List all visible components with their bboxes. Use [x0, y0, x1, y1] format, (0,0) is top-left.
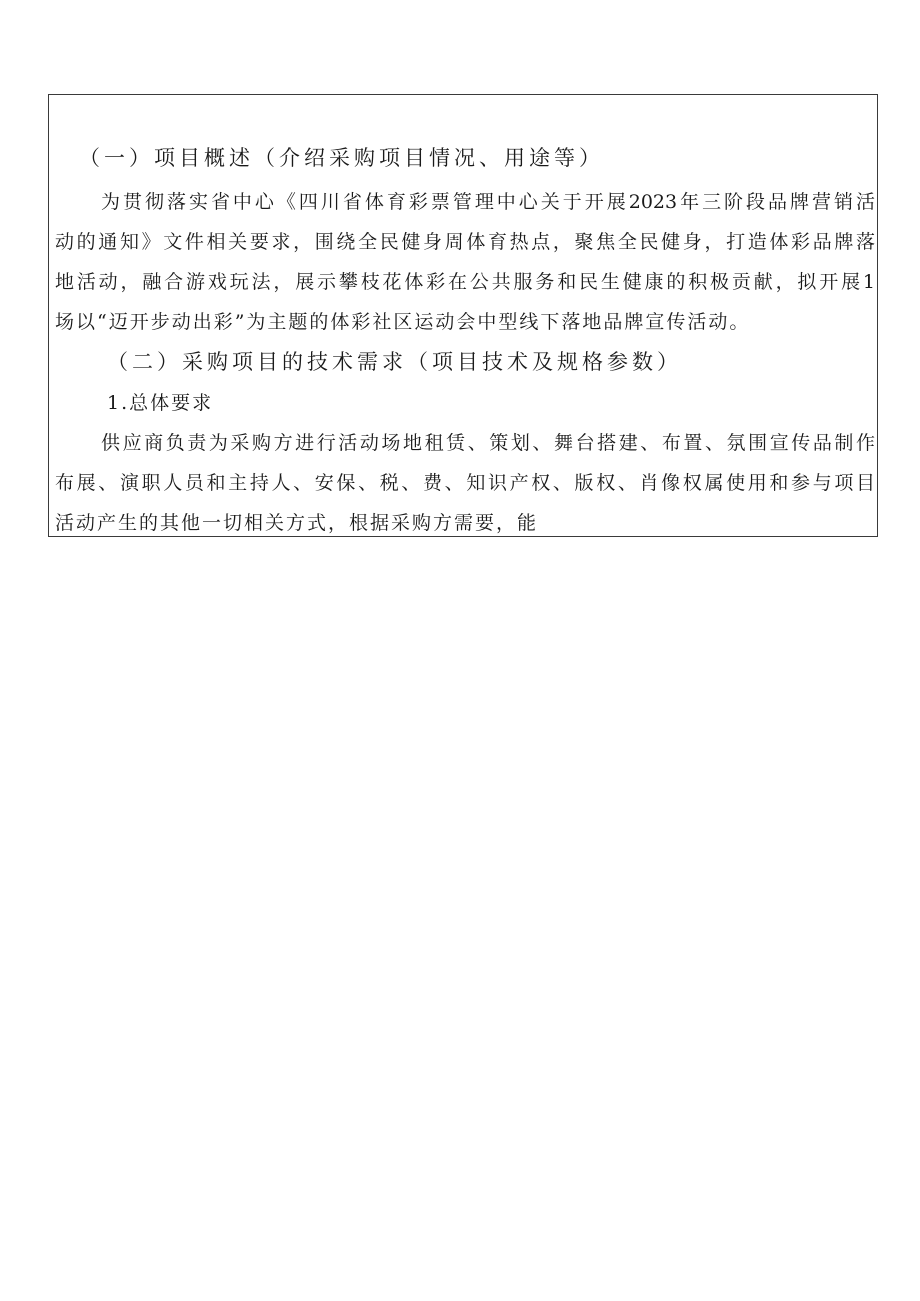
section-2-paragraph-line-1: 供应商负责为采购方进行活动场地租赁、策划、舞台搭建、布置、氛围宣传品制作 — [101, 432, 875, 454]
section-2-paragraph-line-2: 布展、演职人员和主持人、安保、税、费、知识产权、版权、肖像权属使用和参与项目 — [55, 472, 875, 494]
section-1-heading: （一）项目概述（介绍采购项目情况、用途等） — [79, 146, 604, 170]
section-2-subheading: 1.总体要求 — [107, 392, 214, 414]
section-2-paragraph-line-3: 活动产生的其他一切相关方式，根据采购方需要，能 — [55, 512, 539, 534]
section-1-paragraph-line-2: 动的通知》文件相关要求，围绕全民健身周体育热点，聚焦全民健身，打造体彩品牌落 — [55, 231, 875, 253]
document-table-cell — [48, 94, 878, 537]
section-1-paragraph-line-3: 地活动，融合游戏玩法，展示攀枝花体彩在公共服务和民生健康的积极贡献，拟开展1 — [55, 271, 875, 293]
section-2-heading: （二）采购项目的技术需求（项目技术及规格参数） — [107, 350, 682, 374]
section-1-paragraph-line-4: 场以“迈开步动出彩”为主题的体彩社区运动会中型线下落地品牌宣传活动。 — [55, 311, 751, 333]
section-1-paragraph-line-1: 为贯彻落实省中心《四川省体育彩票管理中心关于开展2023年三阶段品牌营销活 — [101, 191, 875, 213]
